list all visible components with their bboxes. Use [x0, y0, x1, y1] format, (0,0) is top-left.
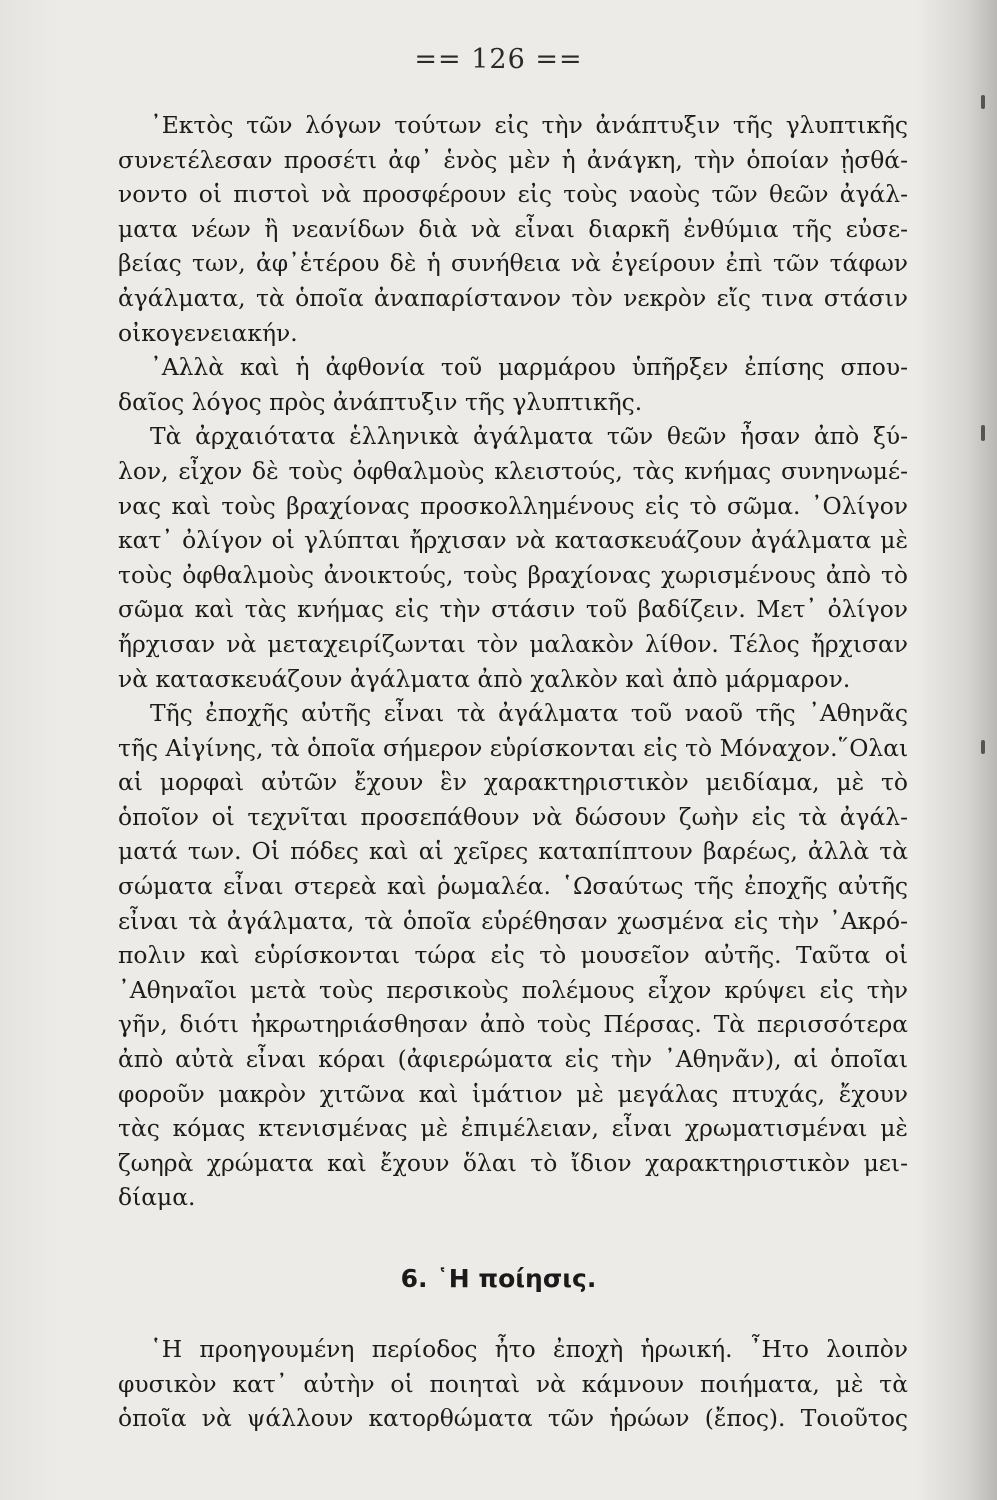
text-line: Τὰ ἀρχαιότατα ἑλληνικὰ ἀγάλματα τῶν θεῶν ἦσαν ἀπὸ ξύ- — [150, 422, 908, 451]
text-line: τὰς κόμας κτενισμένας μὲ ἐπιμέλειαν, εἶναι χρωματισμέναι μὲ — [118, 1114, 908, 1143]
text-line: βείας των, ἀφ᾿ἑτέρου δὲ ἡ συνήθεια νὰ ἐγείρουν ἐπὶ τῶν τάφων — [118, 249, 908, 278]
text-line: δαῖος λόγος πρὸς ἀνάπτυξιν τῆς γλυπτικῆς. — [118, 387, 643, 416]
text-line: κατ᾿ ὀλίγον οἱ γλύπται ἤρχισαν νὰ κατασκευάζουν ἀγάλματα μὲ — [118, 526, 908, 555]
page-edge-mark — [981, 425, 985, 441]
page-number: == 126 == — [414, 44, 583, 75]
text-line: ματα νέων ἢ νεανίδων διὰ νὰ εἶναι διαρκῆ ἐνθύμια τῆς εὐσε- — [118, 214, 908, 243]
text-line: τοὺς ὀφθαλμοὺς ἀνοικτούς, τοὺς βραχίονας χωρισμένους ἀπὸ τὸ — [118, 560, 908, 589]
section-heading: 6. ῾Η ποίησις. — [400, 1264, 597, 1293]
text-line: αἱ μορφαὶ αὐτῶν ἔχουν ἓν χαρακτηριστικὸν μειδίαμα, μὲ τὸ — [118, 768, 908, 797]
text-line: πολιν καὶ εὑρίσκονται τώρα εἰς τὸ μουσεῖον αὐτῆς. Ταῦτα οἱ — [118, 941, 908, 970]
text-line: ῾Η προηγουμένη περίοδος ἦτο ἐποχὴ ἡρωική. ῏Ητο λοιπὸν — [150, 1335, 908, 1363]
text-line: δίαμα. — [118, 1183, 196, 1212]
text-line: νας καὶ τοὺς βραχίονας προσκολλημένους εἰς τὸ σῶμα. ᾿Ολίγον — [118, 491, 908, 520]
body-text-section-1 — [118, 108, 908, 1215]
text-line: σώματα εἶναι στερεὰ καὶ ῥωμαλέα. ῾Ωσαύτως τῆς ἐποχῆς αὐτῆς — [118, 872, 908, 901]
text-line: εἶναι τὰ ἀγάλματα, τὰ ὁποῖα εὑρέθησαν χωσμένα εἰς τὴν ᾿Ακρό- — [118, 906, 908, 935]
text-line: ἤρχισαν νὰ μεταχειρίζωνται τὸν μαλακὸν λίθον. Τέλος ἤρχισαν — [118, 629, 908, 658]
text-line: γῆν, διότι ἠκρωτηριάσθησαν ἀπὸ τοὺς Πέρσας. Τὰ περισσότερα — [118, 1010, 908, 1039]
text-line: ὁποῖον οἱ τεχνῖται προσεπάθουν νὰ δώσουν ζωὴν εἰς τὰ ἀγάλ- — [118, 802, 908, 831]
text-line: ματά των. Οἱ πόδες καὶ αἱ χεῖρες καταπίπτουν βαρέως, ἀλλὰ τὰ — [118, 837, 908, 866]
text-line: Τῆς ἐποχῆς αὐτῆς εἶναι τὰ ἀγάλματα τοῦ ναοῦ τῆς ᾿Αθηνᾶς — [150, 699, 908, 728]
text-line: οἰκογενειακήν. — [118, 318, 298, 347]
text-line: λον, εἶχον δὲ τοὺς ὀφθαλμοὺς κλειστούς, τὰς κνήμας συνηνωμέ- — [118, 456, 908, 485]
text-line: ὁποῖα νὰ ψάλλουν κατορθώματα τῶν ἡρώων (ἔπος). Τοιοῦτος — [118, 1404, 908, 1433]
text-line: τῆς Αἰγίνης, τὰ ὁποῖα σήμερον εὑρίσκονται εἰς τὸ Μόναχον.῞Ολαι — [118, 733, 909, 762]
text-line: ζωηρὰ χρώματα καὶ ἔχουν ὅλαι τὸ ἴδιον χαρακτηριστικὸν μει- — [118, 1148, 908, 1177]
body-text-section-2 — [118, 1332, 908, 1436]
text-line: ᾿Εκτὸς τῶν λόγων τούτων εἰς τὴν ἀνάπτυξιν τῆς γλυπτικῆς — [150, 111, 908, 139]
text-line: συνετέλεσαν προσέτι ἀφ᾿ ἑνὸς μὲν ἡ ἀνάγκη, τὴν ὁποίαν ᾐσθά- — [118, 145, 908, 174]
page-edge-mark — [981, 740, 985, 754]
text-line: φοροῦν μακρὸν χιτῶνα καὶ ἱμάτιον μὲ μεγάλας πτυχάς, ἔχουν — [118, 1079, 908, 1108]
text-line: νὰ κατασκευάζουν ἀγάλματα ἀπὸ χαλκὸν καὶ ἀπὸ μάρμαρον. — [118, 664, 851, 693]
text-line: νοντο οἱ πιστοὶ νὰ προσφέρουν εἰς τοὺς ναοὺς τῶν θεῶν ἀγάλ- — [118, 180, 908, 209]
text-line: σῶμα καὶ τὰς κνήμας εἰς τὴν στάσιν τοῦ βαδίζειν. Μετ᾿ ὀλίγον — [118, 595, 908, 624]
text-line: φυσικὸν κατ᾿ αὐτὴν οἱ ποιηταὶ νὰ κάμνουν ποιήματα, μὲ τὰ — [118, 1369, 908, 1398]
text-line: ἀπὸ αὐτὰ εἶναι κόραι (ἀφιερώματα εἰς τὴν ᾿Αθηνᾶν), αἱ ὁποῖαι — [118, 1045, 908, 1074]
page-edge-mark — [981, 95, 985, 109]
text-line: ἀγάλματα, τὰ ὁποῖα ἀναπαρίστανον τὸν νεκρὸν εἴς τινα στάσιν — [118, 283, 908, 312]
text-line: ᾿Αλλὰ καὶ ἡ ἀφθονία τοῦ μαρμάρου ὑπῆρξεν ἐπίσης σπου- — [150, 353, 908, 382]
text-line: ᾿Αθηναῖοι μετὰ τοὺς περσικοὺς πολέμους εἶχον κρύψει εἰς τὴν — [118, 975, 908, 1004]
